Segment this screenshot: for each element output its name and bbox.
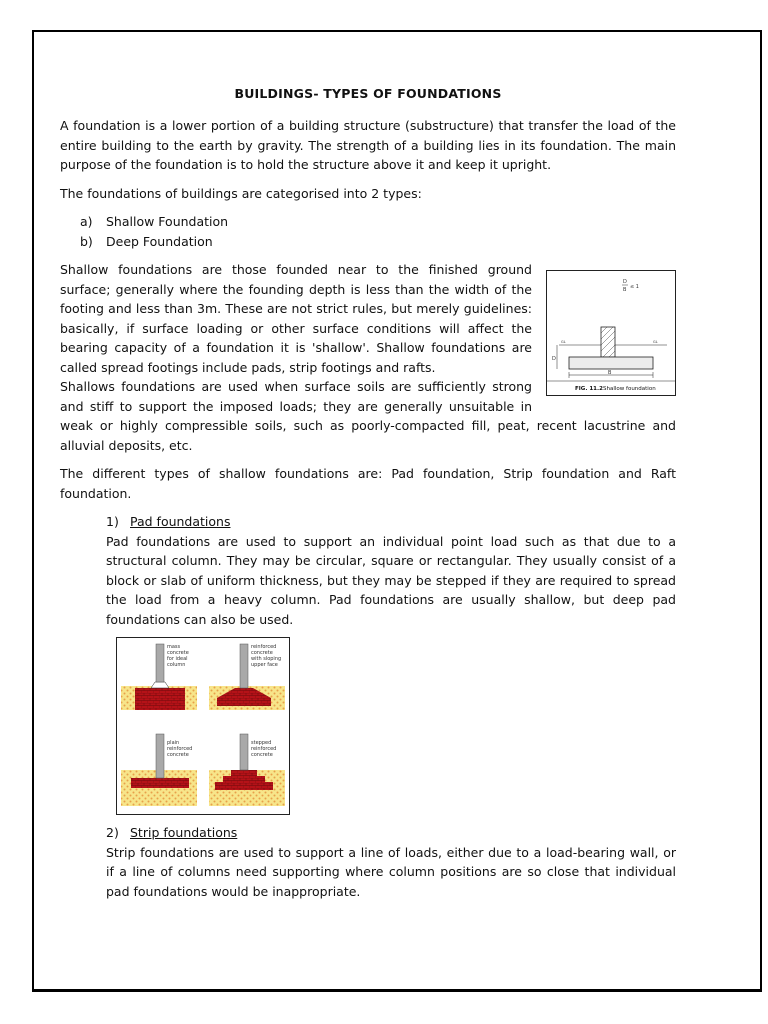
document-body	[60, 86, 676, 901]
shallow-paragraph-1: Shallow foundations are those founded near to the finished ground surface; generally where the founding depth is less than the width of the footing and less than 3m. These are not strict rules, but merely guidelines: basically, if surface loading or other surface conditions will affect the bearing capacity of a foundation it is 'shallow'. Shallow foundations are called spread footings include pads, strip footings and rafts.	[60, 262, 532, 375]
pad-label-plain-reinforced: plain reinforced concrete	[167, 740, 193, 758]
figure-caption-number: FIG. 11.2	[575, 386, 603, 392]
shallow-paragraph-2: Shallows foundations are used when surface soils are sufficiently strong and stiff to support the imposed loads; they are generally unsuitable in weak or highly compressible soils, such as poorly-compacted fill, peat, recent lacustrine and alluvial deposits, etc.	[60, 379, 676, 453]
category-list	[60, 212, 676, 251]
width-label: B	[608, 370, 612, 376]
pad-foundations-figure	[116, 637, 290, 815]
pad-label-stepped-reinforced: stepped reinforced concrete	[251, 740, 277, 758]
ratio-top: D	[623, 279, 627, 285]
section-body: Pad foundations are used to support an individual point load such as that due to a structural column. They may be circular, square or rectangular. They usually consist of a block or slab of uniform thickness, but they may be stepped if they are required to spread the load from a heavy column. Pad foundations are usually shallow, but deep pad foundations can also be used.	[106, 533, 676, 627]
document-title: BUILDINGS- TYPES OF FOUNDATIONS	[234, 86, 502, 101]
section-pad-foundations	[106, 512, 676, 901]
pad-label-mass-concrete: mass concrete for ideal column	[167, 644, 189, 668]
shallow-foundation-figure	[546, 270, 676, 396]
categories-intro: The foundations of buildings are categorised into 2 types:	[60, 185, 422, 201]
figure-caption-text: Shallow foundation	[603, 386, 656, 392]
pad-label-reinforced-sloping: reinforced concrete with sloping upper face	[251, 644, 282, 668]
depth-label: D	[552, 356, 556, 362]
ratio-bottom: B	[623, 287, 627, 293]
svg-text:GL: GL	[561, 340, 566, 344]
svg-text:GL: GL	[653, 340, 658, 344]
intro-paragraph: A foundation is a lower portion of a building structure (substructure) that transfer the load of the entire building to the earth by gravity. The strength of a building lies in its foundation. The main purpose of the foundation is to hold the structure above it and keep it upright.	[60, 118, 676, 172]
shallow-foundation-diagram	[547, 271, 675, 395]
shallow-types-paragraph: The different types of shallow foundations are: Pad foundation, Strip foundation and Raft foundation.	[60, 466, 676, 501]
section-heading: 2) Strip foundations	[106, 825, 238, 840]
ratio-value: ≤ 1	[630, 284, 639, 290]
pad-foundations-diagram	[117, 638, 289, 814]
section-body: Strip foundations are used to support a line of loads, either due to a load-bearing wall, or if a line of columns need supporting where column positions are so close that individual pad foundations would be inappropriate.	[106, 844, 676, 899]
list-item: b) Deep Foundation	[80, 233, 213, 249]
list-item: a) Shallow Foundation	[80, 214, 229, 229]
section-heading: 1) Pad foundations	[106, 514, 231, 529]
